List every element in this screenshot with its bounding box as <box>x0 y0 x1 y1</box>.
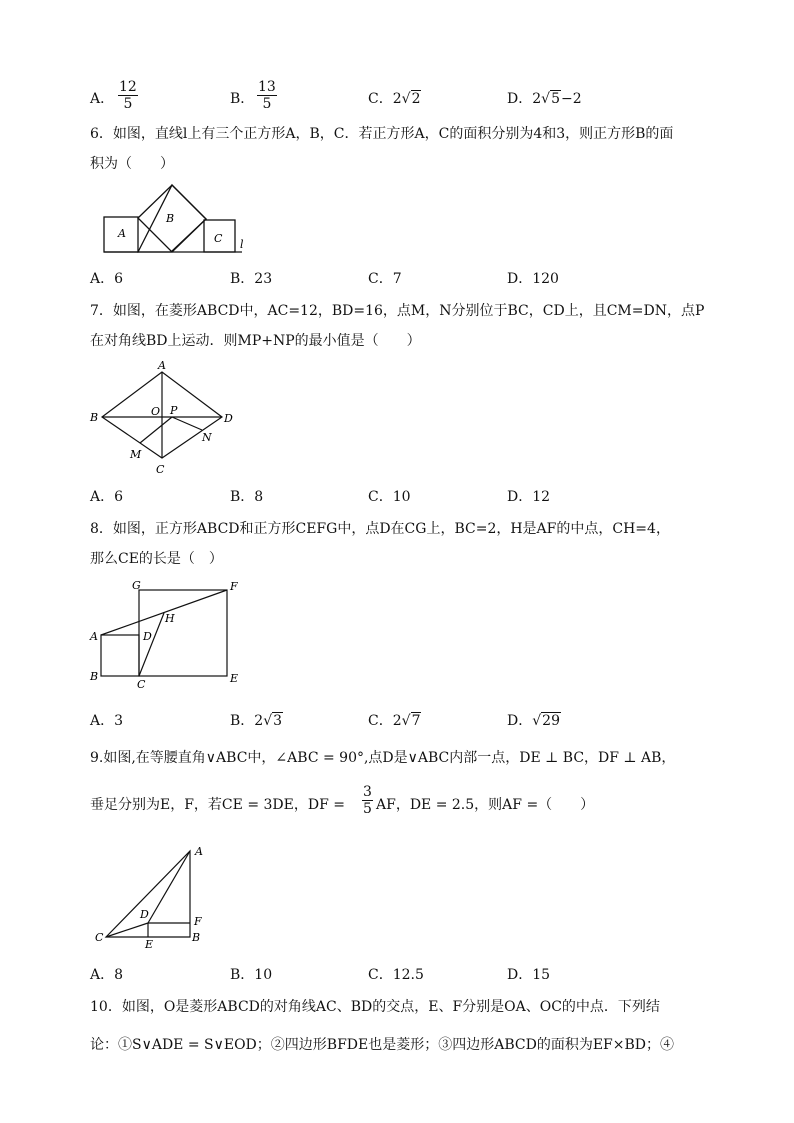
q5-d-coef: 2 <box>532 91 542 107</box>
q8-label-H: H <box>165 612 175 625</box>
q9-option-c: C．12.5 <box>368 967 424 983</box>
q9-option-d: D．15 <box>507 967 551 983</box>
q7-label-B: B <box>90 411 99 424</box>
q6-label-C: C <box>214 232 223 245</box>
q8-option-c: C．2√7 <box>368 713 421 729</box>
q6-label-A: A <box>118 227 126 240</box>
q8-option-b: B．2√3 <box>230 713 283 729</box>
q7-option-d: D．12 <box>507 489 551 505</box>
q7-label-O: O <box>151 405 161 418</box>
q7-stem-line2: 在对角线BD上运动．则MP+NP的最小值是（ ） <box>90 333 421 349</box>
q5-option-c: C．2√2 <box>368 91 421 107</box>
q5-a-denominator: 5 <box>123 96 133 112</box>
q8-figure <box>88 578 248 690</box>
q9-label-D: D <box>140 908 149 921</box>
q9-label-A: A <box>195 845 203 858</box>
q9-figure <box>92 845 212 950</box>
q5-c-coef: 2 <box>392 91 402 107</box>
q7-label-A: A <box>158 359 166 372</box>
q6-stem-line1: 6．如图，直线l上有三个正方形A，B，C．若正方形A，C的面积分别为4和3，则正方形B的面 <box>90 126 674 142</box>
q8-label-D: D <box>143 630 152 643</box>
q10-stem-line2: 论：①S∨ADE = S∨EOD；②四边形BFDE也是菱形；③四边形ABCD的面积为EF×BD；④ <box>90 1037 674 1053</box>
q8-label-F: F <box>230 580 238 593</box>
q7-label-M: M <box>130 448 142 461</box>
q7-option-a: A．6 <box>90 489 124 505</box>
q10-stem-line1: 10．如图，O是菱形ABCD的对角线AC、BD的交点，E、F分别是OA、OC的中点．下列结 <box>90 999 660 1015</box>
q5-d-radicand: 5 <box>551 91 560 107</box>
q5-option-a-fraction <box>118 79 138 112</box>
q6-figure <box>100 182 260 257</box>
q7-option-b: B．8 <box>230 489 264 505</box>
q9-fraction <box>362 784 373 817</box>
q9-label-C: C <box>95 931 104 944</box>
q9-stem-line2-post: AF，DE = 2.5，则AF =（ ） <box>376 797 595 813</box>
q5-a-numerator: 12 <box>119 79 137 95</box>
q8-label-A: A <box>90 630 98 643</box>
q8-label-G: G <box>132 579 141 592</box>
q9-stem-line2-pre: 垂足分别为E，F，若CE = 3DE，DF = <box>90 797 345 813</box>
q5-option-d: D．2√5−2 <box>507 91 582 107</box>
q9-label-F: F <box>194 915 202 928</box>
q7-label-N: N <box>202 431 212 444</box>
q8-option-a: A．3 <box>90 713 124 729</box>
q8-option-d: D．√29 <box>507 713 560 729</box>
q5-c-radicand: 2 <box>411 91 421 107</box>
q9-frac-numerator: 3 <box>363 784 372 800</box>
q7-label-C: C <box>156 463 165 476</box>
q9-option-a: A．8 <box>90 967 124 983</box>
q7-option-c: C．10 <box>368 489 411 505</box>
q6-option-d: D．120 <box>507 271 559 287</box>
q5-d-label: D． <box>507 91 533 107</box>
q8-label-B: B <box>90 670 99 683</box>
q8-label-C: C <box>137 678 146 691</box>
q6-option-c: C．7 <box>368 271 402 287</box>
q8-b-radicand: 3 <box>273 713 283 729</box>
q8-d-label: D． <box>507 713 533 729</box>
q6-option-a: A．6 <box>90 271 124 287</box>
q8-d-radicand: 29 <box>542 713 560 729</box>
q8-c-coef: 2 <box>392 713 402 729</box>
q8-c-radicand: 7 <box>411 713 421 729</box>
q7-label-D: D <box>224 412 233 425</box>
q8-b-label: B． <box>230 713 255 729</box>
q6-option-b: B．23 <box>230 271 273 287</box>
q5-b-denominator: 5 <box>262 96 272 112</box>
q6-label-B: B <box>166 212 175 225</box>
q6-stem-line2: 积为（ ） <box>90 156 174 172</box>
q8-stem-line1: 8．如图，正方形ABCD和正方形CEFG中，点D在CG上，BC=2，H是AF的中点，CH=4， <box>90 521 670 537</box>
q5-option-a-label: A． <box>90 91 115 107</box>
q5-option-b-label: B． <box>230 91 255 107</box>
q7-figure <box>90 360 240 480</box>
q9-option-b: B．10 <box>230 967 273 983</box>
q7-label-P: P <box>170 404 178 417</box>
q8-b-coef: 2 <box>254 713 264 729</box>
q5-b-numerator: 13 <box>258 79 276 95</box>
q5-option-b-fraction <box>257 79 277 112</box>
q8-c-label: C． <box>368 713 393 729</box>
q9-label-B: B <box>192 931 201 944</box>
q7-stem-line1: 7．如图，在菱形ABCD中，AC=12，BD=16，点M，N分别位于BC，CD上，且CM=DN，点P <box>90 303 705 319</box>
q8-label-E: E <box>230 672 239 685</box>
q9-label-E: E <box>145 938 154 951</box>
q6-label-l: l <box>240 238 244 251</box>
q9-stem-line1: 9.如图,在等腰直角∨ABC中，∠ABC = 90°,点D是∨ABC内部一点，DE ⊥ BC，DF ⊥ AB， <box>90 750 676 766</box>
q8-stem-line2: 那么CE的长是（ ） <box>90 551 223 567</box>
q5-d-tail: −2 <box>561 91 582 107</box>
q9-frac-denominator: 5 <box>363 801 372 817</box>
q5-c-label: C． <box>368 91 393 107</box>
